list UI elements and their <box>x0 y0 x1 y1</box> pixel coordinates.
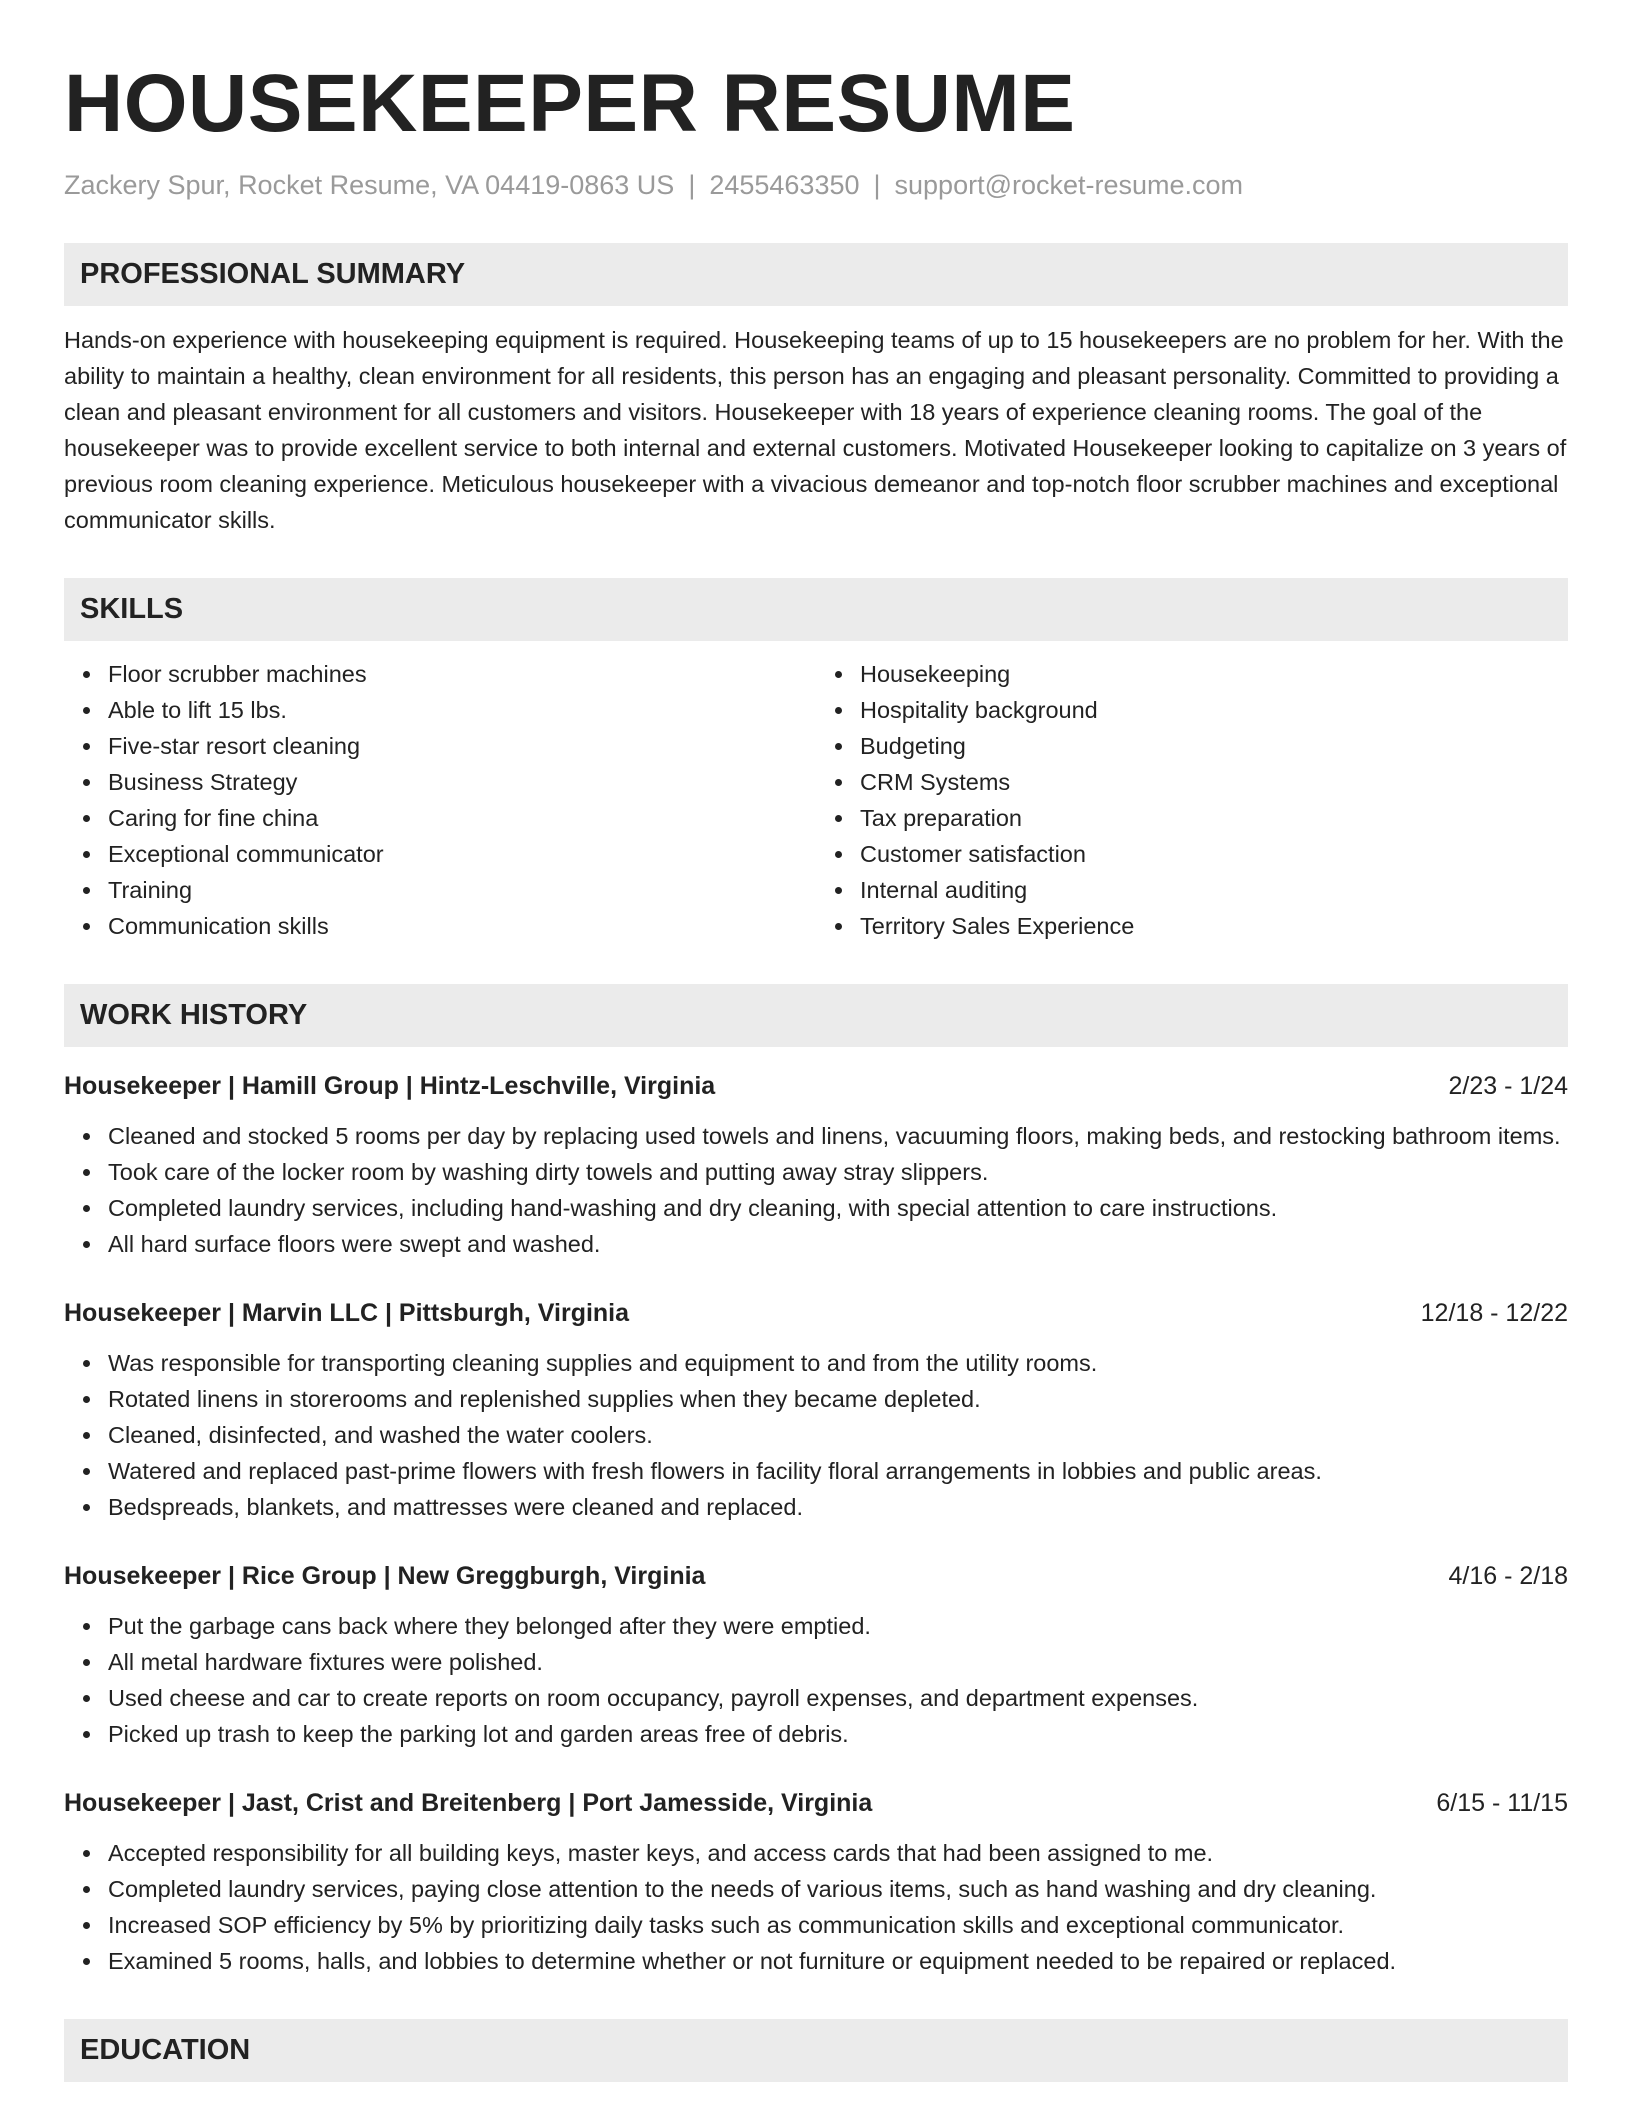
job-header <box>64 1296 1568 1330</box>
skill-item: Training <box>108 872 816 908</box>
job-duties <box>64 1835 1568 1979</box>
section-title: WORK HISTORY <box>80 999 308 1031</box>
skill-item: Communication skills <box>108 908 816 944</box>
section-header-skills <box>64 578 1568 641</box>
duty-item: Increased SOP efficiency by 5% by prioritizing daily tasks such as communication skills and exceptional communicator. <box>108 1907 1568 1943</box>
skill-item: Customer satisfaction <box>860 836 1568 872</box>
duty-item: Took care of the locker room by washing dirty towels and putting away stray slippers. <box>108 1154 1568 1190</box>
skill-item: Caring for fine china <box>108 800 816 836</box>
job-header <box>64 1069 1568 1103</box>
duty-item: Completed laundry services, paying close attention to the needs of various items, such as hand washing and dry cleaning. <box>108 1871 1568 1907</box>
job-dates: 12/18 - 12/22 <box>1420 1299 1568 1327</box>
contact-separator: | <box>873 170 881 200</box>
skill-item: Five-star resort cleaning <box>108 728 816 764</box>
duty-item: All metal hardware fixtures were polished. <box>108 1644 1568 1680</box>
skill-item: Internal auditing <box>860 872 1568 908</box>
job-entry <box>64 1069 1568 1262</box>
job-entry <box>64 1296 1568 1525</box>
skill-item: CRM Systems <box>860 764 1568 800</box>
skill-item: Budgeting <box>860 728 1568 764</box>
duty-item: Picked up trash to keep the parking lot and garden areas free of debris. <box>108 1716 1568 1752</box>
duty-item: Cleaned, disinfected, and washed the water coolers. <box>108 1417 1568 1453</box>
job-duties <box>64 1118 1568 1262</box>
job-heading: Housekeeper | Marvin LLC | Pittsburgh, Virginia <box>64 1299 630 1327</box>
job-entry <box>64 1559 1568 1752</box>
duty-item: Completed laundry services, including hand-washing and dry cleaning, with special attention to care instructions. <box>108 1190 1568 1226</box>
job-heading: Housekeeper | Hamill Group | Hintz-Leschville, Virginia <box>64 1072 716 1100</box>
job-header <box>64 1559 1568 1593</box>
duty-item: Bedspreads, blankets, and mattresses were cleaned and replaced. <box>108 1489 1568 1525</box>
duty-item: Used cheese and car to create reports on room occupancy, payroll expenses, and department expenses. <box>108 1680 1568 1716</box>
duty-item: Cleaned and stocked 5 rooms per day by replacing used towels and linens, vacuuming floors, making beds, and restocking bathroom items. <box>108 1118 1568 1154</box>
section-header-work-history <box>64 984 1568 1047</box>
job-heading: Housekeeper | Jast, Crist and Breitenberg | Port Jamesside, Virginia <box>64 1789 873 1817</box>
contact-email: support@rocket-resume.com <box>894 170 1244 200</box>
contact-phone: 2455463350 <box>709 170 860 200</box>
job-dates: 2/23 - 1/24 <box>1448 1072 1568 1100</box>
skill-item: Hospitality background <box>860 692 1568 728</box>
duty-item: Accepted responsibility for all building keys, master keys, and access cards that had been assigned to me. <box>108 1835 1568 1871</box>
skills-column-left <box>64 656 816 944</box>
skill-item: Housekeeping <box>860 656 1568 692</box>
resume-title: HOUSEKEEPER RESUME <box>64 58 1076 149</box>
skill-item: Business Strategy <box>108 764 816 800</box>
section-title: EDUCATION <box>80 2034 251 2066</box>
duty-item: Rotated linens in storerooms and replenished supplies when they became depleted. <box>108 1381 1568 1417</box>
job-entry <box>64 1786 1568 1979</box>
skill-item: Able to lift 15 lbs. <box>108 692 816 728</box>
job-dates: 6/15 - 11/15 <box>1436 1789 1568 1817</box>
skill-item: Exceptional communicator <box>108 836 816 872</box>
contact-line <box>64 168 1568 202</box>
job-heading: Housekeeper | Rice Group | New Greggburgh, Virginia <box>64 1562 706 1590</box>
section-title: SKILLS <box>80 593 184 625</box>
skills-column-right <box>816 656 1568 944</box>
duty-item: Watered and replaced past-prime flowers with fresh flowers in facility floral arrangements in lobbies and public areas. <box>108 1453 1568 1489</box>
contact-separator: | <box>688 170 696 200</box>
summary-paragraph: Hands-on experience with housekeeping equipment is required. Housekeeping teams of up to 15 housekeepers are no problem for her. With the ability to maintain a healthy, clean environment for all residents, this person has an engaging and pleasant personality. Committed to providing a clean and pleasant environment for all customers and visitors. Housekeeper with 18 years of experience cleaning rooms. The goal of the housekeeper was to provide excellent service to both internal and external customers. Motivated Housekeeper looking to capitalize on 3 years of previous room cleaning experience. Meticulous housekeeper with a vivacious demeanor and top-notch floor scrubber machines and exceptional communicator skills. <box>64 327 1567 533</box>
duty-item: Was responsible for transporting cleaning supplies and equipment to and from the utility rooms. <box>108 1345 1568 1381</box>
skill-item: Tax preparation <box>860 800 1568 836</box>
skill-item: Territory Sales Experience <box>860 908 1568 944</box>
duty-item: Examined 5 rooms, halls, and lobbies to determine whether or not furniture or equipment needed to be repaired or replaced. <box>108 1943 1568 1979</box>
contact-address: Zackery Spur, Rocket Resume, VA 04419-0863 US <box>64 170 675 200</box>
job-duties <box>64 1608 1568 1752</box>
job-header <box>64 1786 1568 1820</box>
section-title: PROFESSIONAL SUMMARY <box>80 258 466 290</box>
duty-item: All hard surface floors were swept and washed. <box>108 1226 1568 1262</box>
job-duties <box>64 1345 1568 1525</box>
skill-item: Floor scrubber machines <box>108 656 816 692</box>
job-dates: 4/16 - 2/18 <box>1448 1562 1568 1590</box>
duty-item: Put the garbage cans back where they belonged after they were emptied. <box>108 1608 1568 1644</box>
section-header-education <box>64 2019 1568 2082</box>
section-header-professional-summary <box>64 243 1568 306</box>
skills-grid <box>64 656 1568 944</box>
